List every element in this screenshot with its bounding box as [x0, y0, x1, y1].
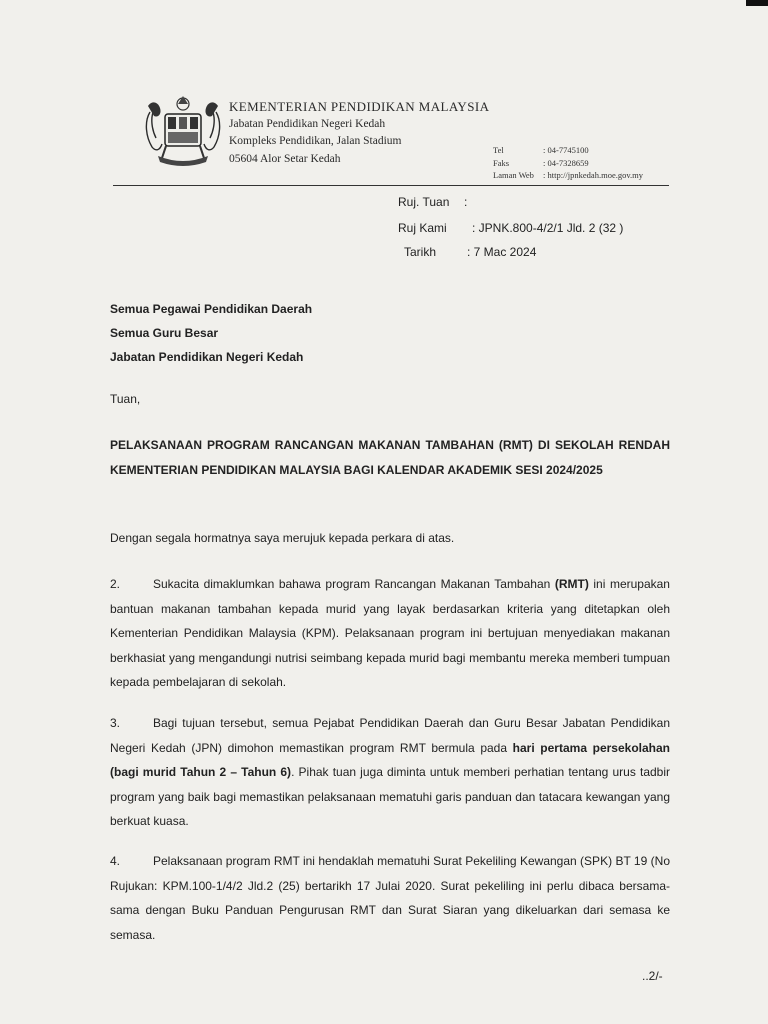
recipient-line: Semua Pegawai Pendidikan Daerah: [110, 302, 313, 316]
contact-row-fax: [493, 157, 643, 170]
paragraph-text: Bagi tujuan tersebut, semua Pejabat Pendidikan Daerah dan Guru Besar Jabatan Pendidikan Negeri Kedah (JPN) dimohon memastikan program RMT bermula pada: [110, 716, 670, 755]
paragraph-2: [110, 572, 670, 695]
contact-label: Laman Web: [493, 170, 534, 180]
tarikh-value: : 7 Mac 2024: [467, 245, 537, 259]
paragraph-number: 2.: [110, 577, 121, 591]
paragraph-bold-text: (RMT): [554, 577, 589, 591]
contact-value: : 04-7745100: [543, 145, 589, 155]
next-page-indicator: ..2/-: [642, 969, 663, 983]
letter-subject: PELAKSANAAN PROGRAM RANCANGAN MAKANAN TAMBAHAN (RMT) DI SEKOLAH RENDAH KEMENTERIAN PENDIDIKAN MALAYSIA BAGI KALENDAR AKADEMIK SESI 2024/2025: [110, 438, 670, 477]
letterhead-contacts: [493, 144, 643, 182]
opening-line: Dengan segala hormatnya saya merujuk kepada perkara di atas.: [110, 531, 455, 545]
recipient-line: Semua Guru Besar: [110, 326, 219, 340]
letterhead-address: [229, 98, 489, 168]
ruj-tuan-label: Ruj. Tuan: [398, 195, 450, 209]
contact-row-tel: [493, 144, 643, 157]
letterhead-divider: [113, 185, 669, 186]
address-line-1: Kompleks Pendidikan, Jalan Stadium: [229, 135, 402, 147]
paragraph-bold-text: hari pertama persekolahan (bagi murid Tahun 2 – Tahun 6): [110, 740, 670, 779]
contact-label: Tel: [493, 145, 504, 155]
ruj-tuan-value: :: [464, 195, 468, 209]
contact-value: : 04-7328659: [543, 157, 589, 168]
salutation: Tuan,: [110, 392, 141, 406]
recipient-line: Jabatan Pendidikan Negeri Kedah: [110, 350, 304, 364]
paragraph-number: 3.: [110, 716, 121, 730]
paragraph-text: Pelaksanaan program RMT ini hendaklah mematuhi Surat Pekeliling Kewangan (SPK) BT 19 (No Rujukan: KPM.100-1/4/2 Jld.2 (25) bertarikh 17 Julai 2020. Surat pekeliling ini perlu dibaca bersama-sama dengan Buku Panduan Pengurusan RMT dan Surat Siaran yang dikeluarkan dari semasa ke semasa.: [110, 854, 670, 942]
address-line-2: 05604 Alor Setar Kedah: [229, 152, 341, 165]
contact-row-web: [493, 169, 643, 182]
contact-label: Faks: [493, 157, 510, 168]
ministry-name: KEMENTERIAN PENDIDIKAN MALAYSIA: [229, 99, 490, 114]
tarikh-label: Tarikh: [404, 245, 437, 259]
ruj-kami-label: Ruj Kami: [398, 221, 447, 235]
paragraph-3: [110, 711, 670, 834]
malaysia-coat-of-arms-icon: [140, 92, 226, 168]
scan-corner-mark: [746, 0, 768, 6]
paragraph-number: 4.: [110, 854, 121, 868]
recipient-block: [110, 297, 670, 369]
ruj-kami-value: : JPNK.800-4/2/1 Jld. 2 (32 ): [472, 221, 624, 235]
paragraph-text: ini merupakan bantuan makanan tambahan kepada murid yang layak berdasarkan kriteria yang ditetapkan oleh Kementerian Pendidikan Malaysia (KPM). Pelaksanaan program ini bertujuan menyediakan makanan berkhasiat yang mengandungi nutrisi seimbang kepada murid bagi membantu mereka memberi tumpuan kepada pembelajaran di sekolah.: [110, 577, 670, 689]
department-name: Jabatan Pendidikan Negeri Kedah: [229, 117, 386, 130]
paragraph-text: Sukacita dimaklumkan bahawa program Rancangan Makanan Tambahan: [153, 577, 555, 591]
paragraph-text: . Pihak tuan juga diminta untuk memberi perhatian tentang urus tadbir program yang baik bagi memastikan pelaksanaan mematuhi garis panduan dan tatacara kewangan yang berkuat kuasa.: [110, 765, 670, 828]
paragraph-4: [110, 849, 670, 947]
contact-value: : http://jpnkedah.moe.gov.my: [543, 170, 644, 180]
